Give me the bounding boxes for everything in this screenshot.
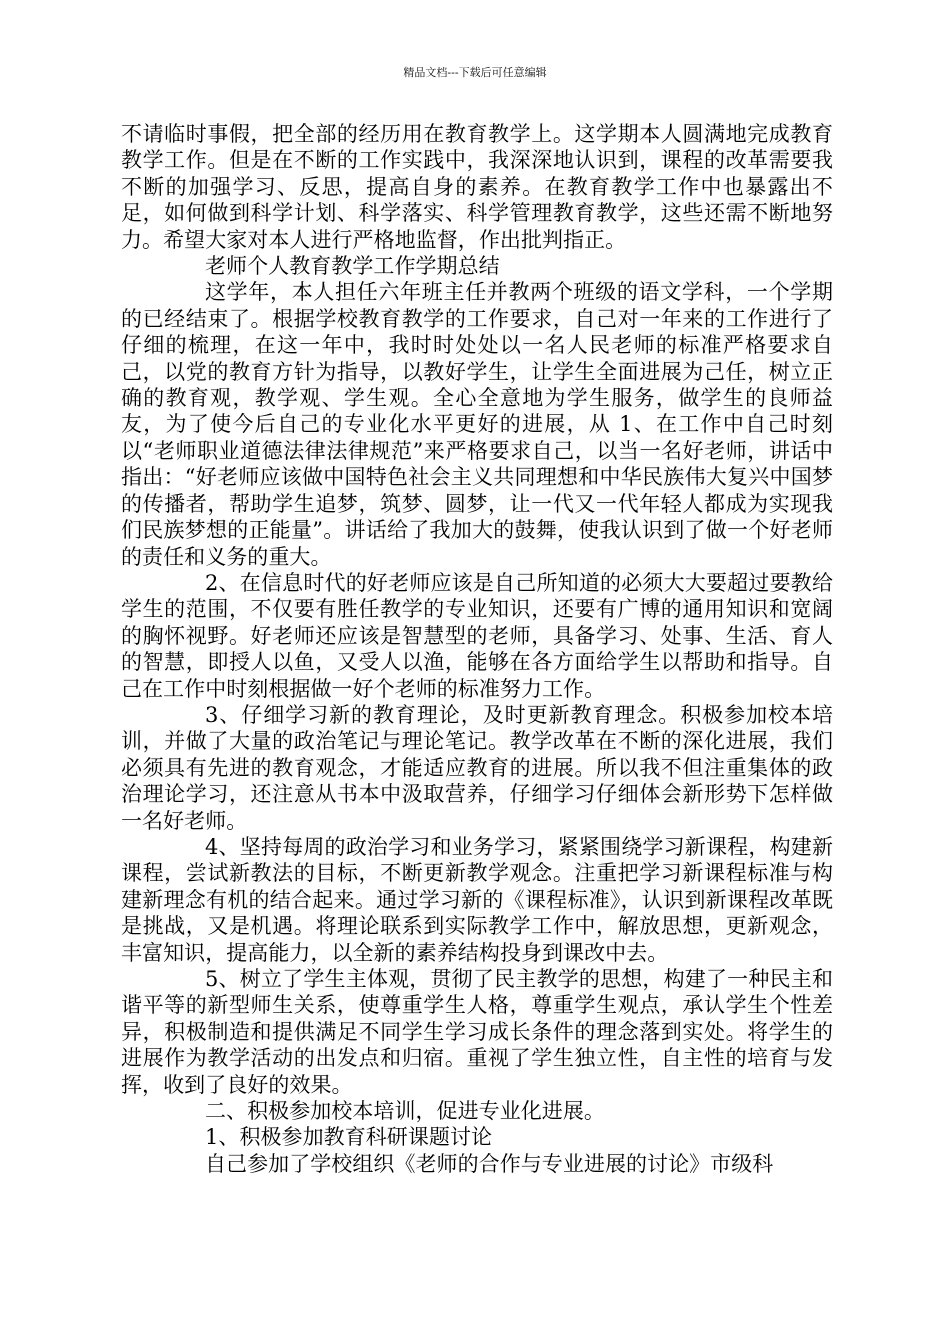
paragraph: 3、仔细学习新的教育理论，及时更新教育理念。积极参加校本培训，并做了大量的政治笔记与理论笔记。教学改革在不断的深化进展，我们必须具有先进的教育观念，才能适应教育的进展。所以我不但注重集体的政治理论学习，还注意从书本中汲取营养，仔细学习仔细体会新形势下怎样做一名好老师。 (121, 702, 833, 833)
paragraph: 5、树立了学生主体观，贯彻了民主教学的思想，构建了一种民主和谐平等的新型师生关系，使尊重学生人格，尊重学生观点，承认学生个性差异，积极制造和提供满足不同学生学习成长条件的理念落到实处。将学生的进展作为教学活动的出发点和归宿。重视了学生独立性，自主性的培育与发挥，收到了良好的效果。 (121, 967, 833, 1097)
subsection-heading: 1、积极参加教育科研课题讨论 (205, 1125, 493, 1150)
paragraph: 2、在信息时代的好老师应该是自己所知道的必须大大要超过要教给学生的范围，不仅要有胜任教学的专业知识，还要有广博的通用知识和宽阔的胸怀视野。好老师还应该是智慧型的老师，具备学习、处事、生活、育人的智慧，即授人以鱼，又受人以渔，能够在各方面给学生以帮助和指导。自己在工作中时刻根据做一好个老师的标准努力工作。 (121, 570, 833, 701)
paragraph: 这学年，本人担任六年班主任并教两个班级的语文学科，一个学期的已经结束了。根据学校教育教学的工作要求，自己对一年来的工作进行了仔细的梳理，在这一年中，我时时处处以一名人民老师的标准严格要求自己，以党的教育方针为指导，以教好学生，让学生全面进展为己任，树立正确的教育观，教学观、学生观。全心全意地为学生服务，做学生的良师益友，为了使今后自己的专业化水平更好的进展，从 1、在工作中自己时刻以“老师职业道德法律法律规范”来严格要求自己，以当一名好老师，讲话中指出：“好老师应该做中国特色社会主义共同理想和中华民族伟大复兴中国梦的传播者，帮助学生追梦，筑梦、圆梦，让一代又一代年轻人都成为实现我们民族梦想的正能量”。讲话给了我加大的鼓舞，使我认识到了做一个好老师的责任和义务的重大。 (121, 280, 833, 569)
document-body (121, 121, 833, 1177)
paragraph: 4、坚持每周的政治学习和业务学习，紧紧围绕学习新课程，构建新课程，尝试新教法的目标，不断更新教学观念。注重把学习新课程标准与构建新理念有机的结合起来。通过学习新的《课程标准》，认识到新课程改革既是挑战，又是机遇。将理论联系到实际教学工作中，解放思想，更新观念，丰富知识，提高能力，以全新的素养结构投身到课改中去。 (121, 834, 833, 965)
paragraph: 自己参加了学校组织《老师的合作与专业进展的讨论》市级科 (205, 1151, 774, 1176)
paragraph: 不请临时事假，把全部的经历用在教育教学上。这学期本人圆满地完成教育教学工作。但是在不断的工作实践中，我深深地认识到，课程的改革需要我不断的加强学习、反思，提高自身的素养。在教育教学工作中也暴露出不足，如何做到科学计划、科学落实、科学管理教育教学，这些还需不断地努力。希望大家对本人进行严格地监督，作出批判指正。 (121, 122, 833, 252)
section-heading: 二、积极参加校本培训，促进专业化进展。 (205, 1099, 605, 1124)
page-header: 精品文档---下载后可任意编辑 (403, 66, 547, 79)
section-title: 老师个人教育教学工作学期总结 (205, 254, 500, 279)
